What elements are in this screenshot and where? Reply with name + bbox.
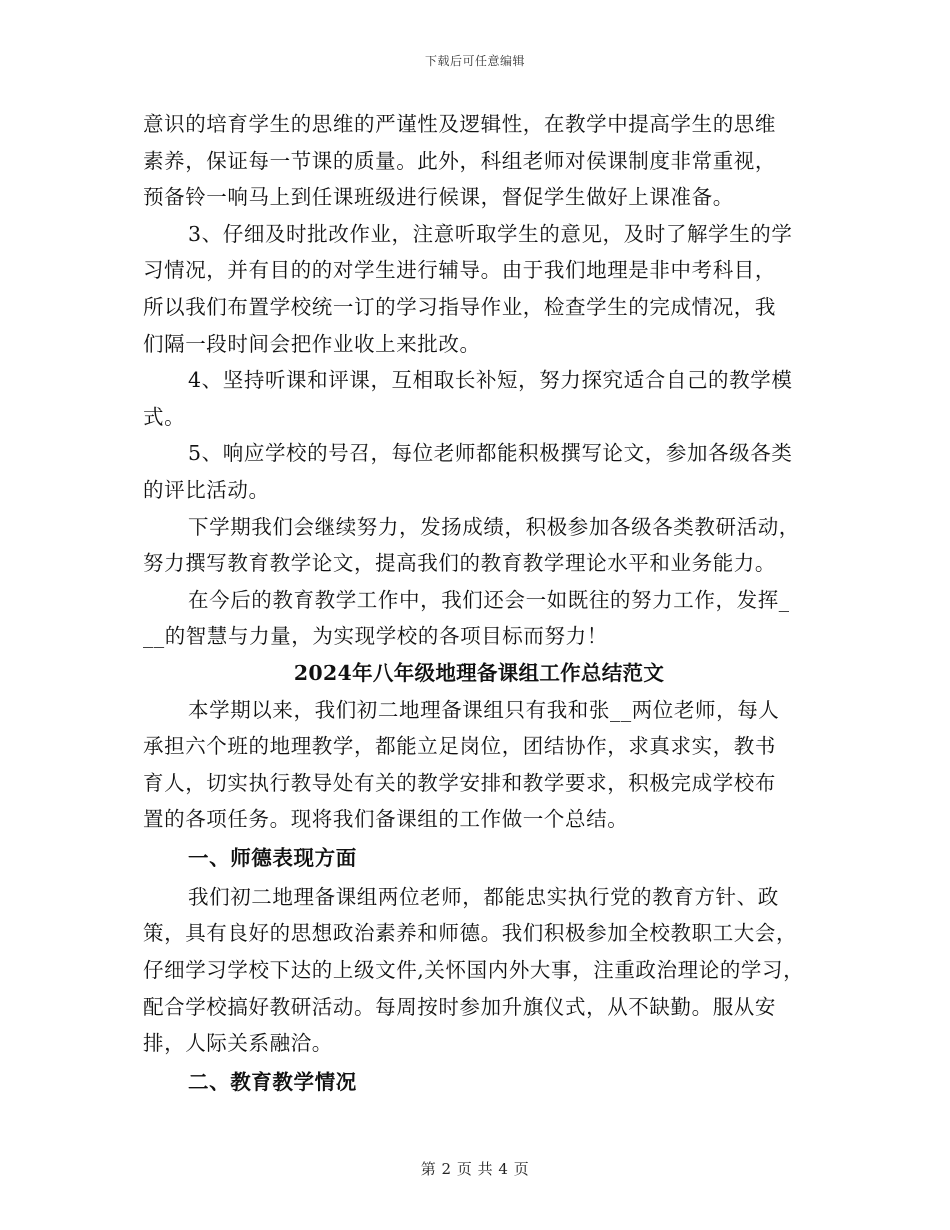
paragraph-line: 式。 <box>143 404 186 429</box>
paragraph-line: 预备铃一响马上到任课班级进行候课，督促学生做好上课准备。 <box>143 185 734 210</box>
subheading: 二、教育教学情况 <box>188 1069 357 1094</box>
paragraph-line: 4、坚持听课和评课，互相取长补短，努力探究适合自己的教学模 <box>188 368 793 393</box>
paragraph-line: 置的各项任务。现将我们备课组的工作做一个总结。 <box>143 807 629 832</box>
paragraph-line: 意识的培育学生的思维的严谨性及逻辑性，在教学中提高学生的思维 <box>143 112 776 136</box>
paragraph-line: 努力撰写教育教学论文，提高我们的教育教学理论水平和业务能力。 <box>143 551 776 576</box>
paragraph-line: 素养，保证每一节课的质量。此外，科组老师对侯课制度非常重视， <box>143 148 776 173</box>
paragraph-line: 所以我们布置学校统一订的学习指导作业，检查学生的完成情况，我 <box>143 294 776 319</box>
paragraph-line: __的智慧与力量，为实现学校的各项目标而努力！ <box>143 624 608 649</box>
paragraph-line: 排，人际关系融洽。 <box>143 1031 333 1056</box>
paragraph-line: 仔细学习学校下达的上级文件,关怀国内外大事，注重政治理论的学习， <box>143 958 805 983</box>
paragraph-line: 在今后的教育教学工作中，我们还会一如既往的努力工作，发挥_ <box>188 587 790 612</box>
paragraph-line: 配合学校搞好教研活动。每周按时参加升旗仪式，从不缺勤。服从安 <box>143 994 776 1019</box>
document-body <box>143 106 815 1103</box>
paragraph-line: 下学期我们会继续努力，发扬成绩，积极参加各级各类教研活动， <box>188 514 800 539</box>
paragraph-line: 策，具有良好的思想政治素养和师德。我们积极参加全校教职工大会， <box>143 921 798 946</box>
paragraph-line: 3、仔细及时批改作业，注意听取学生的意见，及时了解学生的学 <box>188 221 793 246</box>
paragraph-line: 本学期以来，我们初二地理备课组只有我和张__两位老师，每人 <box>188 697 780 722</box>
paragraph-line: 育人，切实执行教导处有关的教学安排和教学要求，积极完成学校布 <box>143 770 776 795</box>
page-header: 下载后可任意编辑 <box>424 54 525 68</box>
section-title: 2024年八年级地理备课组工作总结范文 <box>293 660 665 685</box>
subheading: 一、师德表现方面 <box>188 845 357 870</box>
paragraph-line: 的评比活动。 <box>143 477 270 502</box>
paragraph-line: 5、响应学校的号召，每位老师都能积极撰写论文，参加各级各类 <box>188 441 793 466</box>
paragraph-line: 习情况，并有目的的对学生进行辅导。由于我们地理是非中考科目， <box>143 258 776 283</box>
page-footer: 第 2 页 共 4 页 <box>420 1160 530 1178</box>
paragraph-line: 我们初二地理备课组两位老师，都能忠实执行党的教育方针、政 <box>188 884 779 909</box>
paragraph-line: 们隔一段时间会把作业收上来批改。 <box>143 331 481 356</box>
paragraph-line: 承担六个班的地理教学，都能立足岗位，团结协作，求真求实，教书 <box>143 734 776 759</box>
